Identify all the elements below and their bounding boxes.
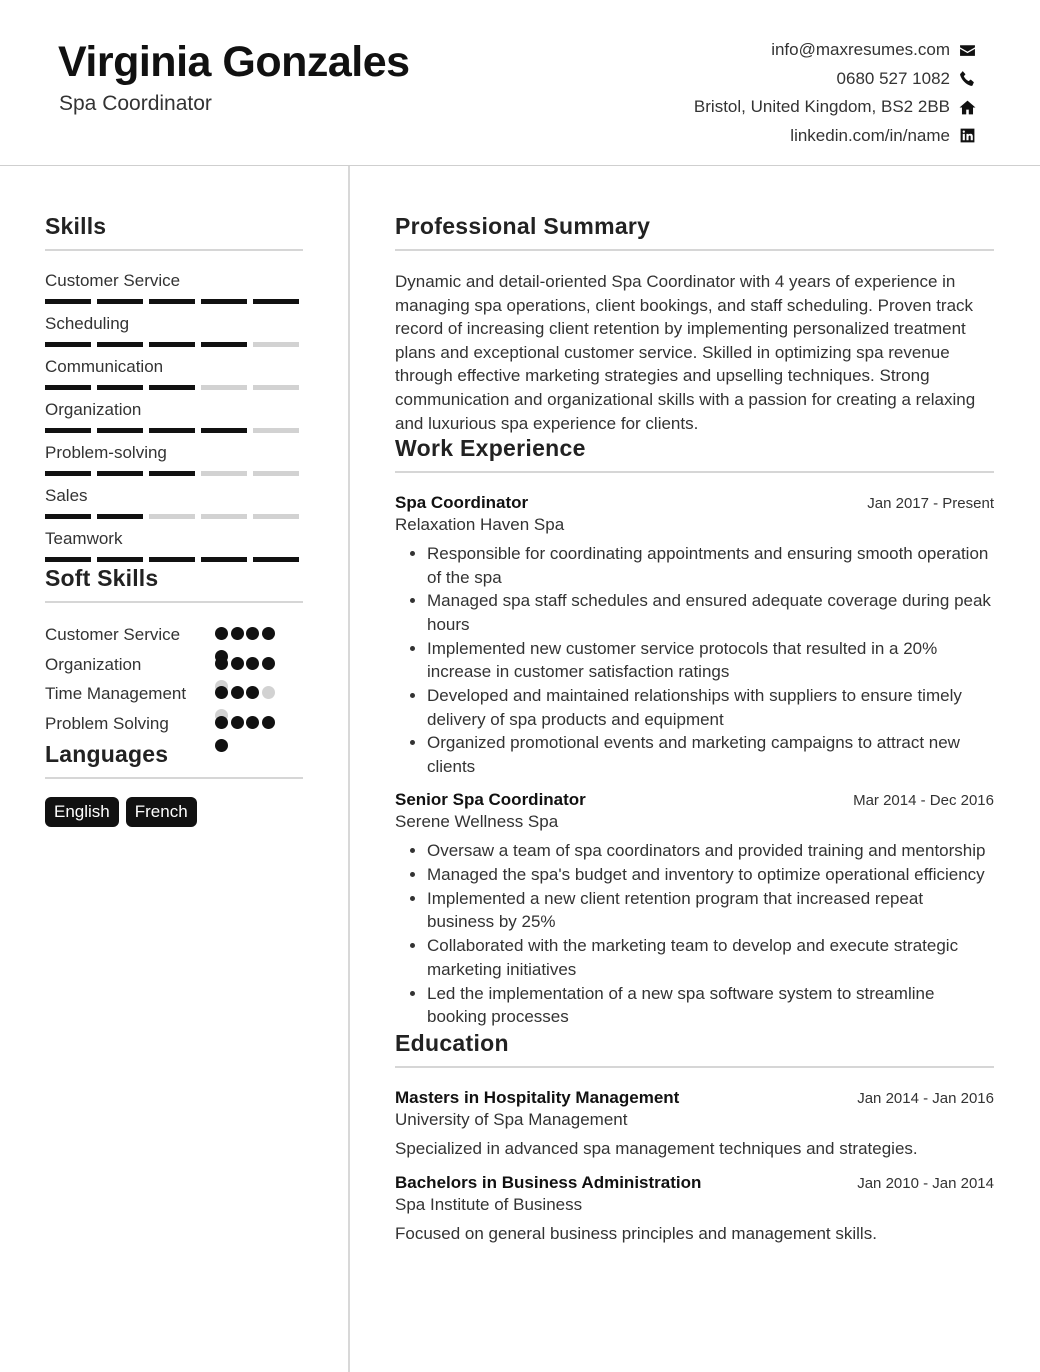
skill-level-segment bbox=[149, 342, 195, 347]
column-divider bbox=[348, 166, 350, 1372]
skill-level-segment bbox=[201, 471, 247, 476]
skill-level-bar bbox=[45, 342, 303, 347]
rating-dot bbox=[215, 657, 228, 670]
soft-skill-item bbox=[45, 653, 303, 677]
skill-level-segment bbox=[253, 428, 299, 433]
skill-level-bar bbox=[45, 385, 303, 390]
job-bullet: • Managed spa staff schedules and ensured adequate coverage during peak hours bbox=[427, 589, 994, 636]
soft-skills-list bbox=[45, 623, 303, 735]
job-bullets bbox=[395, 839, 994, 1028]
job-bullet: • Implemented new customer service protocols that resulted in a 20% increase in customer satisfaction ratings bbox=[427, 637, 994, 684]
job-date: Mar 2014 - Dec 2016 bbox=[853, 792, 994, 810]
skill-level-segment bbox=[253, 342, 299, 347]
skill-level-bar bbox=[45, 471, 303, 476]
job-company: Serene Wellness Spa bbox=[395, 812, 559, 832]
skill-level-segment bbox=[97, 557, 143, 562]
job-bullets bbox=[395, 542, 994, 778]
home-icon bbox=[958, 98, 976, 116]
skill-item bbox=[45, 399, 303, 442]
skill-level-segment bbox=[45, 471, 91, 476]
skill-level-segment bbox=[253, 299, 299, 304]
work-experience-heading: Work Experience bbox=[395, 435, 994, 473]
rating-dot bbox=[231, 686, 244, 699]
skill-level-bar bbox=[45, 428, 303, 433]
job-bullet: • Collaborated with the marketing team to develop and execute strategic marketing initiatives bbox=[427, 934, 994, 981]
skill-level-segment bbox=[97, 428, 143, 433]
job-bullet: • Implemented a new client retention program that increased repeat business by 25% bbox=[427, 887, 994, 934]
contact-address-text: Bristol, United Kingdom, BS2 2BB bbox=[693, 97, 950, 117]
rating-dot bbox=[215, 686, 228, 699]
skill-level-segment bbox=[97, 342, 143, 347]
skill-level-segment bbox=[45, 385, 91, 390]
skill-level-segment bbox=[97, 299, 143, 304]
skill-level-segment bbox=[45, 557, 91, 562]
skill-level-bar bbox=[45, 557, 303, 562]
job-company: Relaxation Haven Spa bbox=[395, 515, 565, 535]
skill-item bbox=[45, 485, 303, 528]
rating-dot bbox=[246, 716, 259, 729]
job-title: Spa Coordinator bbox=[59, 92, 212, 115]
skill-level-segment bbox=[97, 471, 143, 476]
education-description: Focused on general business principles and management skills. bbox=[395, 1224, 877, 1244]
education-entry bbox=[395, 1088, 994, 1159]
rating-dot bbox=[262, 627, 275, 640]
skill-item bbox=[45, 313, 303, 356]
contact-phone-text[interactable]: 0680 527 1082 bbox=[836, 68, 950, 88]
summary-heading: Professional Summary bbox=[395, 213, 994, 251]
rating-dot bbox=[262, 716, 275, 729]
job-entry bbox=[395, 493, 994, 778]
skill-level-segment bbox=[149, 299, 195, 304]
education-date: Jan 2010 - Jan 2014 bbox=[857, 1175, 994, 1193]
skill-level-segment bbox=[201, 557, 247, 562]
rating-dot bbox=[231, 627, 244, 640]
skills-list bbox=[45, 270, 303, 571]
degree-title: Masters in Hospitality Management bbox=[395, 1088, 680, 1108]
skill-level-segment bbox=[149, 428, 195, 433]
soft-skill-name: Time Management bbox=[45, 684, 187, 703]
job-entry bbox=[395, 790, 994, 1028]
rating-dot bbox=[262, 686, 275, 699]
rating-dot bbox=[231, 657, 244, 670]
skill-name: Sales bbox=[45, 486, 88, 505]
envelope-icon bbox=[958, 41, 976, 59]
sidebar bbox=[45, 166, 303, 827]
skill-name: Organization bbox=[45, 400, 142, 419]
rating-dot bbox=[246, 627, 259, 640]
language-badge: English bbox=[45, 797, 119, 827]
skill-name: Communication bbox=[45, 357, 164, 376]
job-bullet: • Oversaw a team of spa coordinators and provided training and mentorship bbox=[427, 839, 994, 862]
soft-skill-name: Organization bbox=[45, 654, 142, 674]
skill-level-segment bbox=[149, 471, 195, 476]
skills-heading: Skills bbox=[45, 213, 303, 251]
skill-level-segment bbox=[201, 514, 247, 519]
job-title: Senior Spa Coordinator bbox=[395, 790, 586, 810]
rating-dot bbox=[215, 627, 228, 640]
linkedin-icon bbox=[958, 127, 976, 145]
language-badge: French bbox=[126, 797, 197, 827]
skill-level-segment bbox=[253, 514, 299, 519]
soft-skill-item bbox=[45, 623, 303, 647]
skill-level-segment bbox=[201, 428, 247, 433]
education-heading: Education bbox=[395, 1030, 994, 1068]
skill-level-segment bbox=[97, 514, 143, 519]
soft-skill-rating bbox=[215, 716, 287, 762]
summary-text: Dynamic and detail-oriented Spa Coordinator with 4 years of experience in managing spa operations, client bookings, and staff scheduling. Proven track record of increasing client retention by implementing personalized treatment plans and exceptional customer service. Skilled in optimizing spa revenue through effective marketing strategies and upselling techniques. Strong communication and organizational skills with a passion for creating a relaxing and luxurious spa experience for clients. bbox=[395, 272, 976, 433]
education-date: Jan 2014 - Jan 2016 bbox=[857, 1090, 994, 1108]
skill-name: Teamwork bbox=[45, 529, 123, 548]
contact-address bbox=[694, 93, 976, 122]
soft-skills-heading: Soft Skills bbox=[45, 565, 303, 603]
job-date: Jan 2017 - Present bbox=[867, 495, 994, 513]
skill-name: Scheduling bbox=[45, 314, 130, 333]
skill-item bbox=[45, 442, 303, 485]
job-bullet: • Led the implementation of a new spa software system to streamline booking processes bbox=[427, 982, 994, 1029]
skill-level-segment bbox=[149, 385, 195, 390]
skill-level-segment bbox=[45, 299, 91, 304]
languages-heading: Languages bbox=[45, 741, 303, 779]
school-name: Spa Institute of Business bbox=[395, 1195, 583, 1215]
rating-dot bbox=[231, 716, 244, 729]
skill-level-segment bbox=[253, 385, 299, 390]
skill-item bbox=[45, 270, 303, 313]
soft-skill-item bbox=[45, 682, 303, 706]
skill-level-bar bbox=[45, 299, 303, 304]
job-title: Spa Coordinator bbox=[395, 493, 529, 513]
skill-level-segment bbox=[97, 385, 143, 390]
skill-level-segment bbox=[45, 342, 91, 347]
skill-item bbox=[45, 356, 303, 399]
contact-linkedin[interactable] bbox=[694, 122, 976, 151]
school-name: University of Spa Management bbox=[395, 1110, 628, 1130]
rating-dot bbox=[246, 686, 259, 699]
rating-dot bbox=[215, 716, 228, 729]
contact-email[interactable] bbox=[694, 36, 976, 65]
skill-level-segment bbox=[201, 299, 247, 304]
soft-skill-name: Customer Service bbox=[45, 625, 181, 644]
soft-skill-item bbox=[45, 712, 303, 736]
skill-level-segment bbox=[201, 342, 247, 347]
job-bullet: • Responsible for coordinating appointments and ensuring smooth operation of the spa bbox=[427, 542, 994, 589]
rating-dot bbox=[262, 657, 275, 670]
job-bullet: • Developed and maintained relationships with suppliers to ensure timely delivery of spa products and equipment bbox=[427, 684, 994, 731]
skill-name: Customer Service bbox=[45, 271, 181, 290]
skill-level-segment bbox=[149, 557, 195, 562]
contact-email-text[interactable]: info@maxresumes.com bbox=[771, 40, 950, 60]
contact-list bbox=[694, 36, 976, 150]
rating-dot bbox=[215, 739, 228, 752]
skill-level-segment bbox=[45, 514, 91, 519]
skill-level-segment bbox=[201, 385, 247, 390]
skill-level-segment bbox=[253, 471, 299, 476]
phone-icon bbox=[958, 70, 976, 88]
contact-linkedin-text[interactable]: linkedin.com/in/name bbox=[790, 125, 950, 145]
skill-level-bar bbox=[45, 514, 303, 519]
job-bullet: • Managed the spa's budget and inventory to optimize operational efficiency bbox=[427, 863, 994, 886]
languages-list bbox=[45, 797, 303, 827]
job-bullet: • Organized promotional events and marketing campaigns to attract new clients bbox=[427, 731, 994, 778]
skill-level-segment bbox=[149, 514, 195, 519]
contact-phone[interactable] bbox=[694, 65, 976, 94]
candidate-name: Virginia Gonzales bbox=[58, 38, 410, 86]
skill-level-segment bbox=[45, 428, 91, 433]
education-description: Specialized in advanced spa management techniques and strategies. bbox=[395, 1139, 918, 1159]
resume-header bbox=[0, 0, 1040, 166]
education-entry bbox=[395, 1173, 994, 1244]
skill-level-segment bbox=[253, 557, 299, 562]
soft-skill-name: Problem Solving bbox=[45, 713, 169, 733]
main-content bbox=[395, 166, 994, 1244]
rating-dot bbox=[246, 657, 259, 670]
skill-name: Problem-solving bbox=[45, 443, 167, 462]
degree-title: Bachelors in Business Administration bbox=[395, 1173, 702, 1193]
